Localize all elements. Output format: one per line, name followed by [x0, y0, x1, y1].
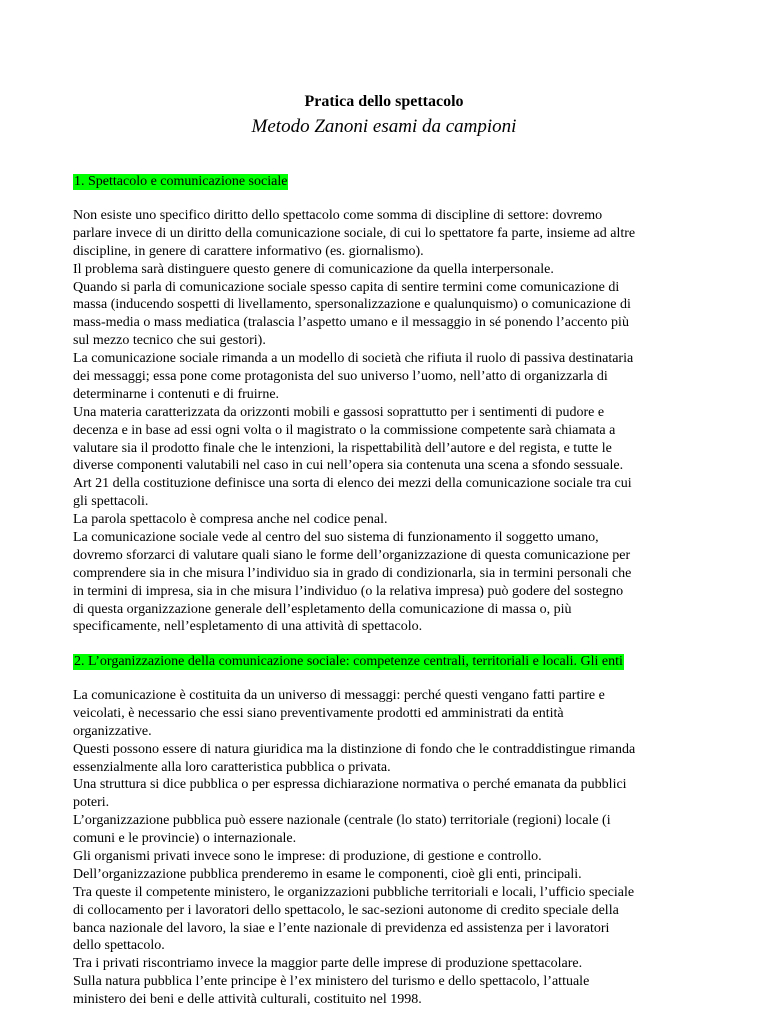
text-line: Una struttura si dice pubblica o per espressa dichiarazione normativa o perché emanata da pubblici — [73, 777, 627, 793]
text-line: discipline, in genere di carattere informativo (es. giornalismo). — [73, 243, 424, 259]
text-line: poteri. — [73, 795, 110, 811]
text-line: determinarne i contenuti e di fruirne. — [73, 386, 280, 402]
text-line: specificamente, nell’espletamento di una attività di spettacolo. — [73, 619, 423, 635]
text-line: Tra i privati riscontriamo invece la maggior parte delle imprese di produzione spettacolare. — [73, 956, 583, 972]
section-heading-2-text: 2. L’organizzazione della comunicazione sociale: competenze centrali, territoriali e locali. Gli enti — [74, 654, 623, 669]
text-line: diverse componenti valutabili nel caso in cui nell’opera sia contenuta una scena a sfondo sessuale. — [73, 458, 624, 474]
text-line: Quando si parla di comunicazione sociale spesso capita di sentire termini come comunicazione di — [73, 279, 620, 295]
text-line: in termini di impresa, sia in che misura l’individuo (o la relativa impresa) può godere del sostegno — [73, 583, 624, 599]
text-line: parlare invece di un diritto della comunicazione sociale, di cui lo spettatore fa parte, insieme ad altre — [73, 225, 636, 241]
text-line: mass-media o mass mediatica (tralascia l’aspetto umano e il messaggio in sé ponendo l’accento più — [73, 315, 629, 331]
text-line: Non esiste uno specifico diritto dello spettacolo come somma di discipline di settore: dovremo — [73, 208, 603, 223]
text-line: comprendere sia in che misura l’individuo sia in grado di condizionarla, sia in termini personali che — [73, 565, 632, 581]
text-line: Dell’organizzazione pubblica prenderemo in esame le componenti, cioè gli enti, principali. — [73, 866, 582, 882]
text-line: organizzative. — [73, 723, 152, 739]
text-line: sul mezzo tecnico che sui gestori). — [73, 333, 266, 349]
document-subtitle: Metodo Zanoni esami da campioni — [251, 116, 517, 137]
text-line: La comunicazione sociale rimanda a un modello di società che rifiuta il ruolo di passiva destinataria — [73, 351, 634, 367]
text-line: ministero dei beni e delle attività culturali, costituito nel 1998. — [73, 992, 422, 1008]
text-line: essenzialmente alla loro caratteristica pubblica o privata. — [73, 759, 391, 775]
text-line: dello spettacolo. — [73, 938, 165, 954]
text-line: Questi possono essere di natura giuridica ma la distinzione di fondo che le contraddistingue rimanda — [73, 741, 636, 757]
text-line: Tra queste il competente ministero, le organizzazioni pubbliche territoriali e locali, l’ufficio speciale — [73, 884, 635, 900]
section-heading-1 — [73, 173, 288, 191]
text-line: Il problema sarà distinguere questo genere di comunicazione da quella interpersonale. — [73, 261, 554, 277]
text-line: decenza e in base ad essi ogni volta o il magistrato o la commissione competente sarà chiamata a — [73, 422, 616, 438]
section-1-body — [73, 207, 713, 636]
text-line: valutare sia il prodotto finale che le intenzioni, la rispettabilità dell’autore e del regista, e tutte le — [73, 440, 612, 456]
text-line: La parola spettacolo è compresa anche nel codice penal. — [73, 512, 388, 528]
text-line: comuni e le provincie) o internazionale. — [73, 831, 297, 847]
text-line: massa (inducendo sospetti di livellamento, spersonalizzazione e qualunquismo) o comunicazione di — [73, 297, 631, 313]
text-line: La comunicazione sociale vede al centro del suo sistema di funzionamento il soggetto umano, — [73, 530, 599, 546]
document-title: Pratica dello spettacolo — [304, 93, 464, 110]
text-line: banca nazionale del lavoro, la siae e l’ente nazionale di previdenza ed assistenza per i lavoratori — [73, 920, 610, 936]
section-heading-2 — [73, 653, 624, 671]
text-line: La comunicazione è costituita da un universo di messaggi: perché questi vengano fatti partire e — [73, 688, 605, 703]
text-line: Sulla natura pubblica l’ente principe è l’ex ministero del turismo e dello spettacolo, l’attuale — [73, 974, 590, 990]
text-line: Gli organismi privati invece sono le imprese: di produzione, di gestione e controllo. — [73, 849, 542, 865]
section-heading-1-text: 1. Spettacolo e comunicazione sociale — [74, 174, 288, 189]
text-line: Una materia caratterizzata da orizzonti mobili e gassosi soprattutto per i sentimenti di pudore e — [73, 404, 605, 420]
text-line: L’organizzazione pubblica può essere nazionale (centrale (lo stato) territoriale (regioni) locale (i — [73, 813, 611, 829]
text-line: di collocamento per i lavoratori dello spettacolo, le sac-sezioni autonome di credito speciale della — [73, 902, 619, 918]
text-line: gli spettacoli. — [73, 494, 149, 510]
text-line: dei messaggi; essa pone come protagonista del suo universo l’uomo, nell’atto di organizzarla di — [73, 369, 608, 385]
text-line: di questa organizzazione generale dell’espletamento della comunicazione di massa o, più — [73, 601, 572, 617]
text-line: Art 21 della costituzione definisce una sorta di elenco dei mezzi della comunicazione sociale tra cui — [73, 476, 632, 492]
text-line: veicolati, è necessario che essi siano preventivamente prodotti ed amministrati da entità — [73, 705, 564, 721]
text-line: dovremo sforzarci di valutare quali siano le forme dell’organizzazione di questa comunicazione per — [73, 547, 631, 563]
section-2-body — [73, 687, 713, 1009]
